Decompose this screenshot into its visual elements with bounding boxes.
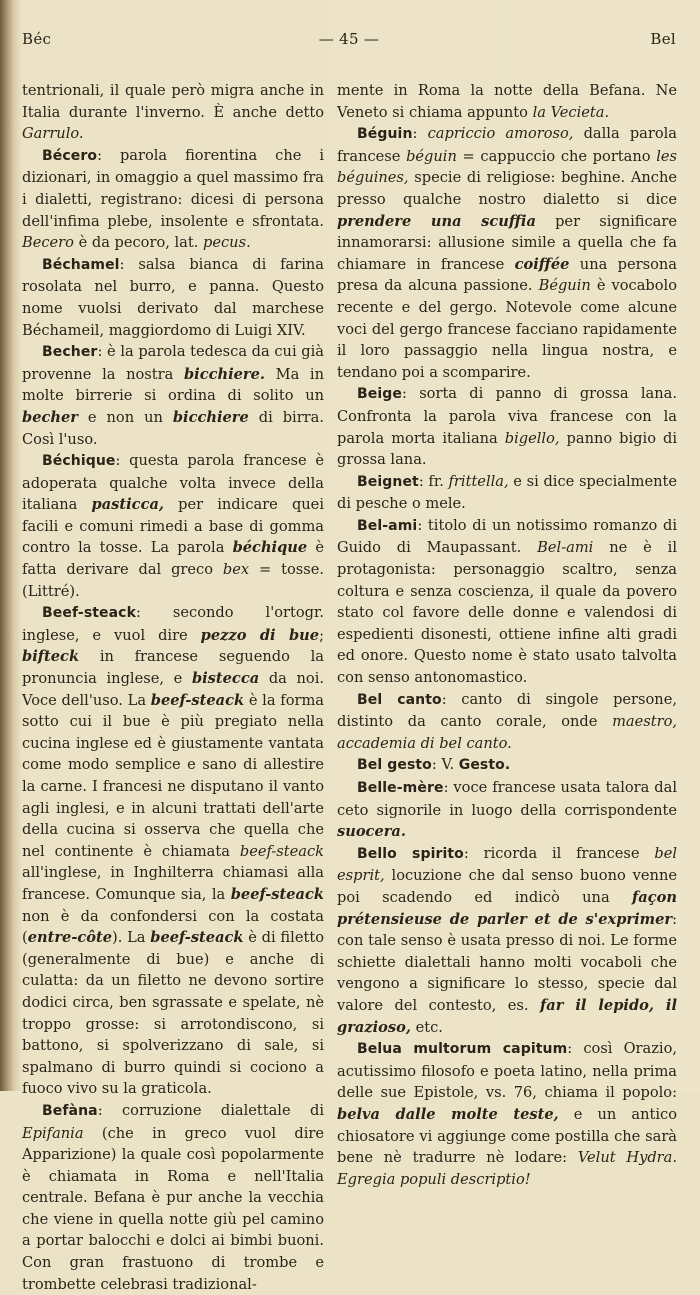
entry-text: bel esprit, — [337, 844, 678, 885]
header-left-keyword: Béc — [22, 30, 52, 48]
header-right-keyword: Bel — [650, 30, 676, 48]
entry-text: bistecca — [191, 670, 260, 688]
entry-text: : sorta di panno di grossa lana. Confronta la parola viva francese con la parola morta italiana — [337, 385, 677, 447]
entry-text: panno bigio di grossa lana. — [337, 429, 678, 469]
entry-text: per significare innamorarsi: allusione simile a quella che fa chiamare in francese — [337, 212, 677, 273]
entry-text: specie di religiose: beghine. Anche presso qualche nostro dialetto si dice — [337, 169, 677, 208]
entry-text: frittella, — [448, 472, 509, 490]
entry-text: coiffée — [514, 255, 570, 273]
dictionary-entry — [337, 1038, 677, 1190]
page-number: — 45 — — [318, 30, 380, 48]
dictionary-entry — [337, 843, 677, 1038]
entry-headword: Becher — [42, 344, 98, 361]
entry-headword: Béguin — [357, 126, 413, 143]
entry-headword: Bel gesto — [357, 757, 432, 774]
right-column — [337, 80, 677, 1190]
dictionary-entry — [22, 450, 324, 602]
entry-text: ). La — [112, 929, 151, 947]
entry-text: bicchiere — [172, 408, 249, 426]
entry-text: suocera. — [337, 823, 406, 841]
entry-text: accademia di bel canto. — [337, 734, 512, 752]
dictionary-entry — [22, 602, 324, 1100]
entry-text: beef-steack — [150, 929, 244, 947]
entry-text: Ma in molte birrerie si ordina di solito un — [22, 365, 324, 405]
dictionary-entry — [22, 1100, 324, 1295]
entry-text: : voce francese usata talora dal ceto signorile in luogo della corrispondente — [337, 779, 677, 819]
entry-text: di birra. Così l'uso. — [22, 408, 324, 448]
entry-text: : così Orazio, acutissimo filosofo e poeta latino, nella prima delle sue Epistole, vs. 76, chiama il popolo: — [337, 1040, 677, 1102]
entry-text: maestro, — [612, 713, 677, 731]
dictionary-entry — [337, 123, 677, 383]
entry-text: non è da confondersi con la costata ( — [22, 907, 324, 947]
entry-text: les béguines, — [337, 147, 677, 187]
entry-text: : ricorda il francese — [463, 844, 655, 862]
entry-text: entre-côte — [27, 929, 113, 947]
entry-text: Bel-ami — [537, 539, 594, 557]
entry-text: beef-steack — [239, 842, 324, 860]
left-column — [22, 80, 324, 1295]
entry-text: all'inglese, in Inghilterra chiamasi alla francese. Comunque sia, la — [22, 864, 324, 903]
entry-text: locuzione che dal senso buono venne poi scadendo ed indicò una — [337, 867, 677, 906]
entry-headword: Belle-mère — [357, 780, 444, 796]
entry-headword: Bécero — [42, 147, 98, 164]
entry-headword: Befàna — [42, 1102, 98, 1119]
entry-text: = cappuccio che portano — [456, 147, 657, 165]
entry-text: e si dice specialmente di pesche o mele. — [337, 472, 677, 513]
entry-text: : è la parola tedesca da cui già provenne la nostra — [22, 343, 324, 383]
entry-text: : secondo l'ortogr. inglese, e vuol dire — [22, 604, 324, 644]
entry-text: bicchiere. — [183, 365, 265, 383]
entry-text: : V. — [431, 756, 459, 774]
entry-text: e non un — [77, 408, 173, 426]
entry-text: tentrionali, il quale però migra anche in Italia durante l'inverno. È anche detto — [22, 82, 324, 121]
entry-text: è da pecoro, lat. — [73, 234, 204, 252]
entry-text: : titolo di un notissimo romanzo di Guido di Maupassant. — [337, 516, 677, 557]
entry-text: la Vecieta. — [532, 103, 610, 121]
entry-text: in francese seguendo la pronuncia inglese, e — [22, 648, 324, 688]
entry-text: pecus. — [203, 234, 251, 252]
entry-text: : salsa bianca di farina rosolata nel burro, e panna. Questo nome vuolsi derivato dal marchese Béchameil, maggiordomo di Luigi XIV. — [22, 255, 324, 339]
entry-text: bifteck — [22, 648, 80, 666]
entry-text: pezzo di bue — [200, 626, 320, 644]
entry-text: è di filetto (generalmente di bue) e anche di culatta: da un filetto ne devono sortire dodici circa, ben sgrassate e spelate, nè troppo grosse: si arrotondiscono, si battono, si spolverizzano di sale, si spalmano di burro quindi si cociono a fuoco vivo su la graticola. — [22, 929, 324, 1098]
entry-text: : questa parola francese è adoperata qualche volta invece della italiana — [22, 452, 324, 514]
entry-text: per indicare quei facili e comuni rimedi a base di gomma contro la tosse. La parola — [22, 496, 324, 557]
dictionary-entry — [22, 254, 324, 341]
entry-text: belva dalle molte teste, — [337, 1105, 559, 1123]
entry-text: Béguin — [538, 277, 591, 295]
entry-text: : con tale senso è usata presso di noi. Le forme schiette dialettali hanno molti vocaboli che vengono a significare lo stesso, specie dal valore del contesto, es. — [337, 910, 677, 1014]
entry-headword: Belua multorum capitum — [357, 1041, 568, 1058]
entry-text: = tosse. (Littré). — [22, 561, 324, 600]
dictionary-entry — [337, 689, 677, 755]
dictionary-entry — [337, 471, 677, 515]
entry-headword: Beignet — [357, 473, 419, 490]
entry-text: becher — [22, 408, 78, 426]
entry-text: pasticca, — [91, 496, 164, 514]
dictionary-entry — [337, 383, 677, 470]
entry-headword: Béchique — [42, 453, 116, 470]
running-head — [22, 30, 676, 52]
entry-text: etc. — [410, 1018, 443, 1036]
entry-text: è la forma sotto cui il bue è più pregiato nella cucina inglese ed è giustamente vantata come modo semplice e sano di allestire la carne. I francesi ne disputano il vanto agli inglesi, e in alcuni trattati dell'arte della cucina si osserva che quella che nel continente è chiamata — [22, 691, 324, 860]
entry-text: béguin — [406, 147, 457, 165]
entry-text: Epifania — [22, 1124, 84, 1142]
entry-text: mente in Roma la notte della Befana. Ne Veneto si chiama appunto — [337, 82, 677, 121]
continued-text — [337, 80, 677, 123]
entry-text: da noi. Voce dell'uso. La — [22, 670, 325, 709]
dictionary-entry — [22, 341, 324, 450]
entry-text: : parola fiorentina che i dizionari, in omaggio a quel massimo fra i dialetti, registrano: dicesi di persona dell'infima plebe, insolente e sfrontata. — [22, 146, 324, 230]
entry-text: façon prétensieuse de parler et de s'exprimer — [337, 888, 677, 928]
entry-text: béchique — [232, 539, 308, 557]
entry-text: Garrulo. — [22, 125, 84, 143]
entry-text: bigello, — [504, 429, 560, 447]
entry-text: : canto di singole persone, distinto da canto corale, onde — [337, 690, 677, 731]
entry-text: Becero — [22, 234, 74, 252]
entry-text: prendere una scuffia — [337, 212, 536, 230]
entry-text: beef-steack — [150, 691, 245, 709]
entry-text: : corruzione dialettale di — [97, 1101, 324, 1119]
entry-text: : — [412, 125, 428, 143]
dictionary-entry — [337, 777, 677, 843]
entry-headword: Bello spirito — [357, 845, 464, 862]
entry-text: è vocabolo recente e del gergo. Notevole come alcune voci del gergo francese facciano rapidamente il loro passaggio nella lingua nostra, e tendano poi a scomparire. — [337, 277, 677, 381]
entry-headword: Béchamel — [42, 256, 120, 273]
entry-text: una persona presa da alcuna passione. — [337, 255, 677, 295]
entry-text: : fr. — [418, 472, 449, 490]
entry-headword: Beef-steack — [42, 605, 136, 622]
entry-text: far il lepido, il grazioso, — [337, 996, 677, 1036]
entry-text: ne è il protagonista: personaggio scaltro, senza coltura e senza coscienza, il quale da povero stato col favore delle donne e valendosi di espedienti disonesti, ottiene infine alti gradi ed onore. Questo nome è stato usato talvolta con senso antonomastico. — [337, 539, 677, 687]
entry-text: Velut Hydra. Egregia populi descriptio! — [337, 1149, 677, 1188]
dictionary-entry — [337, 515, 677, 689]
entry-headword: Beige — [357, 386, 402, 403]
entry-text: (che in greco vuol dire Apparizione) la quale così popolarmente è chiamata in Roma e nell'Italia centrale. Befana è pur anche la vecchia che viene in quella notte giù pel camino a portar balocchi e dolci ai bimbi buoni. Con gran frastuono di trombe e trombette celebrasi tradizional- — [22, 1124, 324, 1293]
entry-text: ; — [319, 626, 324, 644]
entry-headword: Bel-ami — [357, 517, 418, 534]
continued-text — [22, 80, 324, 145]
entry-headword: Bel canto — [357, 691, 442, 708]
dictionary-entry — [22, 145, 324, 254]
entry-text: bex — [222, 561, 250, 579]
dictionary-entry — [337, 754, 677, 777]
entry-text: beef-steack — [230, 885, 324, 903]
entry-headword: Gesto. — [458, 757, 511, 774]
entry-text: e un antico chiosatore vi aggiunge come postilla che sarà bene nè tradurre nè lodare: — [337, 1105, 677, 1167]
entry-text: dalla parola francese — [337, 125, 677, 165]
entry-text: è fatta derivare dal greco — [22, 539, 324, 579]
entry-text: capriccio amoroso, — [427, 125, 574, 143]
